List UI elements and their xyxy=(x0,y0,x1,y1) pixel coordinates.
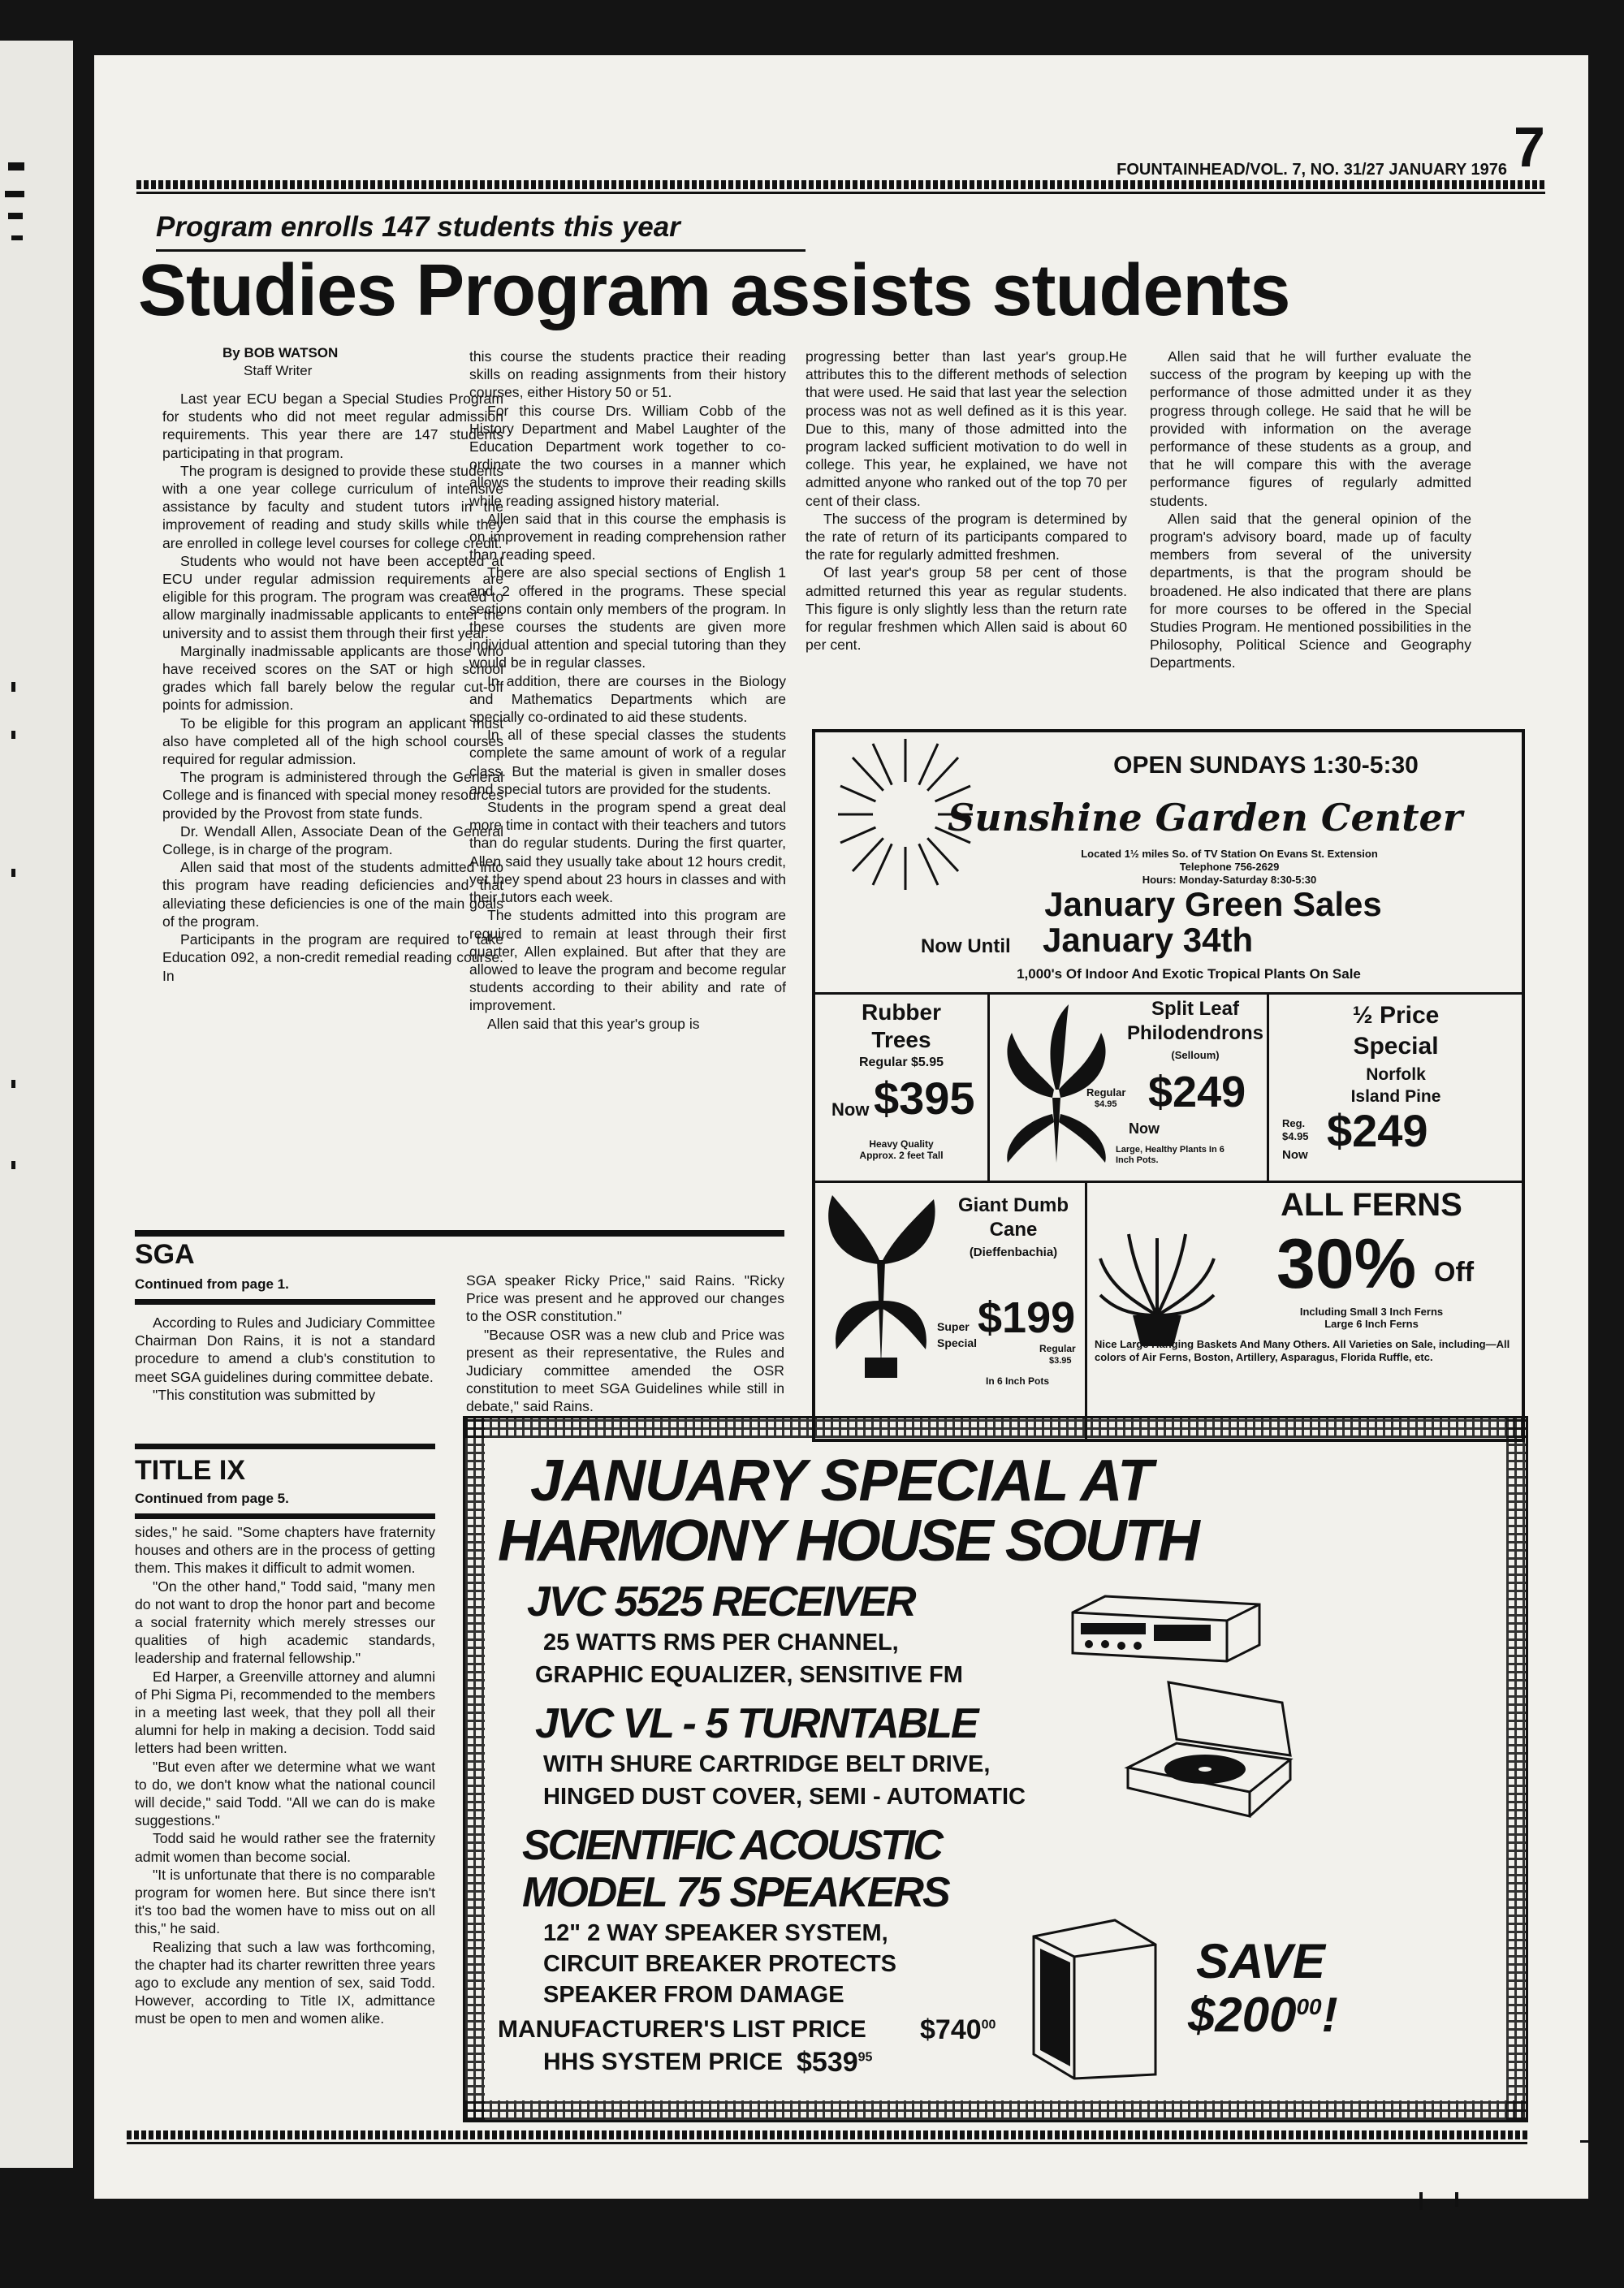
philodendron-name xyxy=(1124,997,1267,1046)
rubber-name-1: Rubber xyxy=(862,999,941,1025)
philo-note-2: Inch Pots. xyxy=(1116,1155,1159,1165)
paragraph: "This constitution was submitted by xyxy=(153,1386,376,1403)
philo-name-2: Philodendrons xyxy=(1127,1022,1263,1044)
paragraph: The program is administered through the General College and is financed with special money resources provided by the Provost from state funds. xyxy=(162,769,503,822)
header-rule-thin xyxy=(136,192,1545,194)
ferns-sub-2: Large 6 Inch Ferns xyxy=(1324,1318,1419,1330)
footer-rule-thin xyxy=(127,2142,1527,2144)
speakers-title-2: MODEL 75 SPEAKERS xyxy=(522,1869,949,1916)
titleix-continued: Continued from page 5. xyxy=(135,1491,289,1506)
speakers-detail-2: CIRCUIT BREAKER PROTECTS xyxy=(543,1951,897,1977)
cane-pots: In 6 Inch Pots xyxy=(986,1375,1050,1387)
harmony-line-1: JANUARY SPECIAL AT xyxy=(530,1448,1153,1513)
paragraph: "Because OSR was a new club and Price was present as their representative, the Rules and Judiciary committee amended the OSR constitution to meet SGA Guidelines while still in debate," said Rains. xyxy=(466,1326,784,1415)
paragraph: Participants in the program are required to take Education 092, a non-credit remedial reading course. In xyxy=(162,931,503,984)
rubber-note-1: Heavy Quality xyxy=(869,1138,934,1150)
pine-price: $249 xyxy=(1327,1105,1428,1156)
speaker-icon xyxy=(1026,1912,1164,2083)
paragraph: The success of the program is determined by the rate of return of its participants compared to the rate for regularly admitted freshmen. xyxy=(806,510,1127,563)
dieffenbachia-icon xyxy=(820,1187,942,1382)
paragraph: Last year ECU began a Special Studies Program for students who did not meet regular admission requirements. This year there are 147 students participating in that program. xyxy=(162,391,503,461)
ad-grid-line xyxy=(815,992,1522,995)
rubber-trees-name xyxy=(815,999,987,1054)
paragraph: For this course Drs. William Cobb of the History Department and Mabel Laughter of the Education Department work together to co-ordinate the two courses in a manner which allows the students to improve their reading skills while reading assigned history material. xyxy=(469,402,786,509)
paragraph: There are also special sections of English 1 and 2 offered in the programs. These special sections contain only members of the program. In these courses the students are given more individual attention and special tutoring than they would be in regular classes. xyxy=(469,564,786,671)
paragraph: Allen said that this year's group is xyxy=(487,1015,700,1032)
paragraph: Students in the program spend a great deal more time in contact with their teachers and tutors than do regular students. During the first quarter, Allen said they usually take about 12 hours credit, yet they spend about 23 hours in classes and with their tutors each week. xyxy=(469,799,786,906)
paragraph: Realizing that such a law was forthcoming, the chapter had its charter rewritten three years ago to exclude any mention of sex, said Todd. However, according to Title IX, admittance must be open to men and women alike. xyxy=(135,1938,435,2027)
cane-reg-price: $3.95 xyxy=(1049,1356,1072,1366)
until-date: January 34th xyxy=(1043,921,1254,959)
margin-mark xyxy=(1455,2192,1458,2207)
titleix-title: TITLE IX xyxy=(135,1455,245,1486)
margin-mark xyxy=(1419,2192,1423,2210)
paragraph: To be eligible for this program an applicant must also have completed all of the high school courses required for regular admission. xyxy=(162,714,503,768)
receiver-detail-2: GRAPHIC EQUALIZER, SENSITIVE FM xyxy=(535,1662,963,1688)
masthead: FOUNTAINHEAD/VOL. 7, NO. 31/27 JANUARY 1976 xyxy=(1116,161,1507,179)
turntable-title: JVC VL - 5 TURNTABLE xyxy=(535,1700,978,1747)
list-price-cents: 00 xyxy=(981,2018,996,2032)
philo-now: Now xyxy=(1129,1120,1160,1137)
sga-title: SGA xyxy=(135,1239,195,1270)
rubber-note-2: Approx. 2 feet Tall xyxy=(859,1150,944,1161)
adjacent-page-strip xyxy=(0,41,73,2168)
pine-reg-price: $4.95 xyxy=(1282,1130,1309,1142)
rubber-now: Now xyxy=(831,1099,870,1120)
cane-variety: (Dieffenbachia) xyxy=(969,1245,1058,1259)
border-pattern xyxy=(465,2100,1526,2120)
ad-grid-line xyxy=(1085,1181,1087,1439)
pine-name-2: Special xyxy=(1353,1033,1439,1060)
titleix-rule xyxy=(135,1513,435,1519)
article-column-3 xyxy=(806,348,1127,779)
article-column-1 xyxy=(162,390,503,1230)
sga-continued: Continued from page 1. xyxy=(135,1276,289,1292)
philo-variety: (Selloum) xyxy=(1171,1049,1220,1061)
paragraph: SGA speaker Ricky Price," said Rains. "Ricky Price was present and he approved our changes to the OSR constitution." xyxy=(466,1272,784,1325)
ferns-title: ALL FERNS xyxy=(1281,1187,1462,1223)
page-number: 7 xyxy=(1514,115,1545,179)
philo-note xyxy=(1116,1145,1267,1166)
titleix-column xyxy=(135,1523,435,2124)
header-rule xyxy=(136,180,1545,189)
border-pattern xyxy=(1506,1418,1526,2120)
titleix-top-rule xyxy=(135,1444,435,1449)
cane-price: $199 xyxy=(978,1293,1076,1342)
paragraph: "But even after we determine what we want to do, we don't know what the national council will decide," said Todd. "All we can do is make suggestions." xyxy=(135,1758,435,1829)
open-sundays: OPEN SUNDAYS 1:30-5:30 xyxy=(1113,752,1419,779)
rubber-name-2: Trees xyxy=(871,1027,931,1052)
list-price-label: MANUFACTURER'S LIST PRICE xyxy=(498,2016,866,2043)
harmony-line-2: HARMONY HOUSE SOUTH xyxy=(498,1509,1198,1574)
turntable-icon xyxy=(1120,1678,1298,1833)
speakers-detail-3: SPEAKER FROM DAMAGE xyxy=(543,1982,844,2008)
paragraph: "It is unfortunate that there is no comparable program for women here. But since there isn't it's too bad the women have to miss out on all this," he said. xyxy=(135,1866,435,1937)
turntable-detail-2: HINGED DUST COVER, SEMI - AUTOMATIC xyxy=(543,1784,1026,1810)
harmony-house-ad xyxy=(463,1416,1528,2122)
speakers-detail-1: 12" 2 WAY SPEAKER SYSTEM, xyxy=(543,1920,888,1946)
hhs-price-cents: 95 xyxy=(857,2050,873,2065)
margin-mark xyxy=(1580,2140,1590,2143)
rubber-regular: Regular $5.95 xyxy=(858,1056,944,1069)
paragraph: progressing better than last year's group.He attributes this to the different methods of selection that were used. He said that last year the selection process was not as well defined as it is this year. Due to this, many of those admitted into the program lacked sufficient motivation to do well in college. This year, he explained, we have not admitted anyone who ranked out of the top 70 per cent of their class. xyxy=(806,348,1127,509)
philo-regular: Regular xyxy=(1086,1086,1126,1099)
ferns-percent: 30% xyxy=(1276,1225,1417,1303)
paragraph: Ed Harper, a Greenville attorney and alumni of Phi Sigma Pi, recommended to the members in a meeting last week, that they poll all their alumni for help in making a decision. Todd said letters had been written. xyxy=(135,1668,435,1757)
paragraph: Todd said he would rather see the fraternity admit women than become social. xyxy=(135,1830,435,1865)
article-headline: Studies Program assists students xyxy=(138,250,1290,331)
garden-center-name: Sunshine Garden Center xyxy=(948,796,1462,840)
article-column-4 xyxy=(1150,348,1471,779)
pine-name xyxy=(1270,1064,1522,1107)
turntable-detail-1: WITH SHURE CARTRIDGE BELT DRIVE, xyxy=(543,1751,991,1777)
paragraph: Students who would not have been accepted at ECU under regular admission requirements are eligible for this program. The program was created to allow marginally inadmissable applicants to enter the university and to assist them through their first year. xyxy=(162,552,503,641)
newspaper-page xyxy=(94,55,1588,2199)
pine-reg: Reg. xyxy=(1282,1117,1306,1129)
article-kicker: Program enrolls 147 students this year xyxy=(156,211,680,243)
garden-location: Located 1½ miles So. of TV Station On Evans St. Extension xyxy=(1081,848,1378,860)
hhs-price-dollars: $539 xyxy=(797,2047,858,2078)
rubber-price: $395 xyxy=(874,1073,975,1124)
pine-now: Now xyxy=(1282,1148,1308,1162)
ferns-note: Nice Large Hanging Baskets And Many Others. All Varieties on Sale, including—All colors of Air Ferns, Boston, Artillery, Asparagus, Florida Ruffle, etc. xyxy=(1095,1338,1510,1363)
receiver-icon xyxy=(1065,1592,1268,1665)
pine-name-1: ½ Price xyxy=(1352,1002,1440,1029)
ferns-sub-1: Including Small 3 Inch Ferns xyxy=(1299,1306,1444,1318)
paragraph: Allen said that most of the students admitted into this program have reading deficiencies and that alleviating these deficiencies is one of the main goals of the program. xyxy=(162,859,503,930)
save-dollars: $200 xyxy=(1188,1988,1297,2042)
plants-tagline: 1,000's Of Indoor And Exotic Tropical Plants On Sale xyxy=(1017,966,1361,982)
save-label: SAVE xyxy=(1196,1934,1325,1988)
paragraph: In addition, there are courses in the Biology and Mathematics Departments which are specially co-ordinated to aid these students. xyxy=(469,672,786,726)
philodendron-icon xyxy=(996,1000,1117,1171)
paragraph: Of last year's group 58 per cent of those admitted returned this year as regular students. This figure is only slightly less than the return rate for regular freshmen which Allen said is about 60 per cent. xyxy=(806,564,1127,654)
paragraph: Allen said that he will further evaluate the success of the program by keeping up with the performance of those admitted under it as they progress through college. He said that he will be provided with information on the average performance of these students as a group, and that he will compare this with the average performance figures of regularly admitted students. xyxy=(1150,348,1471,509)
garden-hours: Hours: Monday-Saturday 8:30-5:30 xyxy=(1142,874,1317,886)
paragraph: According to Rules and Judiciary Committee Chairman Don Rains, it is not a standard procedure to amend a club's constitution to meet SGA guidelines during committee debate. xyxy=(135,1315,435,1385)
ad-grid-line xyxy=(815,1181,1522,1183)
pine-name-3: Norfolk xyxy=(1366,1065,1426,1084)
border-pattern xyxy=(465,1418,1526,1438)
paragraph: "On the other hand," Todd said, "many men do not want to drop the honor part and become a social fraternity which merely stresses our qualities of high academic standards, leadership and fraternal fellowship." xyxy=(135,1578,435,1667)
fern-icon xyxy=(1096,1226,1218,1348)
cane-name-1: Giant Dumb xyxy=(958,1194,1069,1216)
sga-rule xyxy=(135,1299,435,1305)
ad-grid-line xyxy=(1267,992,1269,1183)
byline: By BOB WATSON xyxy=(222,345,339,360)
ferns-off: Off xyxy=(1434,1257,1475,1288)
speakers-title-1: SCIENTIFIC ACOUSTIC xyxy=(522,1822,941,1869)
list-price-dollars: $740 xyxy=(920,2014,982,2045)
garden-phone: Telephone 756-2629 xyxy=(1179,861,1280,873)
pine-special xyxy=(1270,1000,1522,1062)
ferns-sizes xyxy=(1221,1306,1522,1330)
philo-note-1: Large, Healthy Plants In 6 xyxy=(1116,1145,1224,1155)
hhs-price xyxy=(797,2047,872,2079)
byline-title: Staff Writer xyxy=(244,363,313,378)
philo-reg-price: $4.95 xyxy=(1095,1099,1117,1109)
garden-center-ad xyxy=(812,729,1525,1442)
paragraph: The program is designed to provide these students with a one year college curriculum of intensive assistance by faculty and student tutors in the improvement of reading and study skills while they are enrolled in college level courses for college credit. xyxy=(162,462,503,551)
article-column-2 xyxy=(469,348,786,1230)
paragraph: this course the students practice their reading skills on reading assignments from their history courses, either History 50 or 51. xyxy=(469,348,786,401)
paragraph: sides," he said. "Some chapters have fraternity houses and others are in the process of getting them. This makes it difficult to admit women. xyxy=(135,1524,435,1577)
paragraph: Allen said that the general opinion of the program's advisory board, made up of faculty members from several of the university departments, is that the program should be broadened. He also indicated that there are plans for more courses to be offered in the Special Studies Program. He mentioned possibilities in the Philosophy, Political Science and Geography Departments. xyxy=(1150,510,1471,671)
ad-grid-line xyxy=(987,992,990,1183)
save-bang: ! xyxy=(1321,1988,1338,2042)
sga-column-1 xyxy=(135,1314,435,1431)
paragraph: In all of these special classes the students complete the same amount of work of a regular class. But the material is given in smaller doses and special tutors are provided for the students. xyxy=(469,727,786,797)
border-pattern xyxy=(465,1418,485,2120)
footer-rule xyxy=(127,2130,1527,2139)
paragraph: Dr. Wendall Allen, Associate Dean of the General College, is in charge of the program. xyxy=(162,822,503,858)
article-end-rule xyxy=(135,1230,784,1237)
now-until: Now Until xyxy=(921,935,1011,957)
paragraph: Allen said that in this course the emphasis is on improvement in reading comprehension rather than reading speed. xyxy=(469,510,786,563)
cane-name-2: Cane xyxy=(989,1219,1038,1241)
cane-special: Special xyxy=(937,1336,978,1349)
save-amount xyxy=(1188,1987,1338,2043)
cane-regular: Regular xyxy=(1039,1343,1076,1354)
philo-name-1: Split Leaf xyxy=(1151,998,1239,1020)
sale-headline: January Green Sales xyxy=(1044,885,1382,923)
cane-name xyxy=(942,1194,1085,1242)
cane-super: Super xyxy=(937,1320,970,1333)
rubber-note xyxy=(815,1138,987,1161)
list-price xyxy=(920,2014,996,2046)
hhs-price-label: HHS SYSTEM PRICE xyxy=(543,2048,784,2075)
paragraph: The students admitted into this program are required to remain at least through their first quarter, Allen explained. But after that they are allowed to leave the program and become regular students according to their ability and rate of improvement. xyxy=(469,907,786,1014)
paragraph: Marginally inadmissable applicants are those who have received scores on the SAT or high school grades which fall barely below the regular cut-off points for admission. xyxy=(162,642,503,714)
receiver-title: JVC 5525 RECEIVER xyxy=(527,1578,915,1625)
save-cents: 00 xyxy=(1296,1994,1322,2019)
pine-name-4: Island Pine xyxy=(1350,1087,1441,1106)
receiver-detail-1: 25 WATTS RMS PER CHANNEL, xyxy=(543,1630,899,1656)
philo-price: $249 xyxy=(1148,1068,1246,1116)
